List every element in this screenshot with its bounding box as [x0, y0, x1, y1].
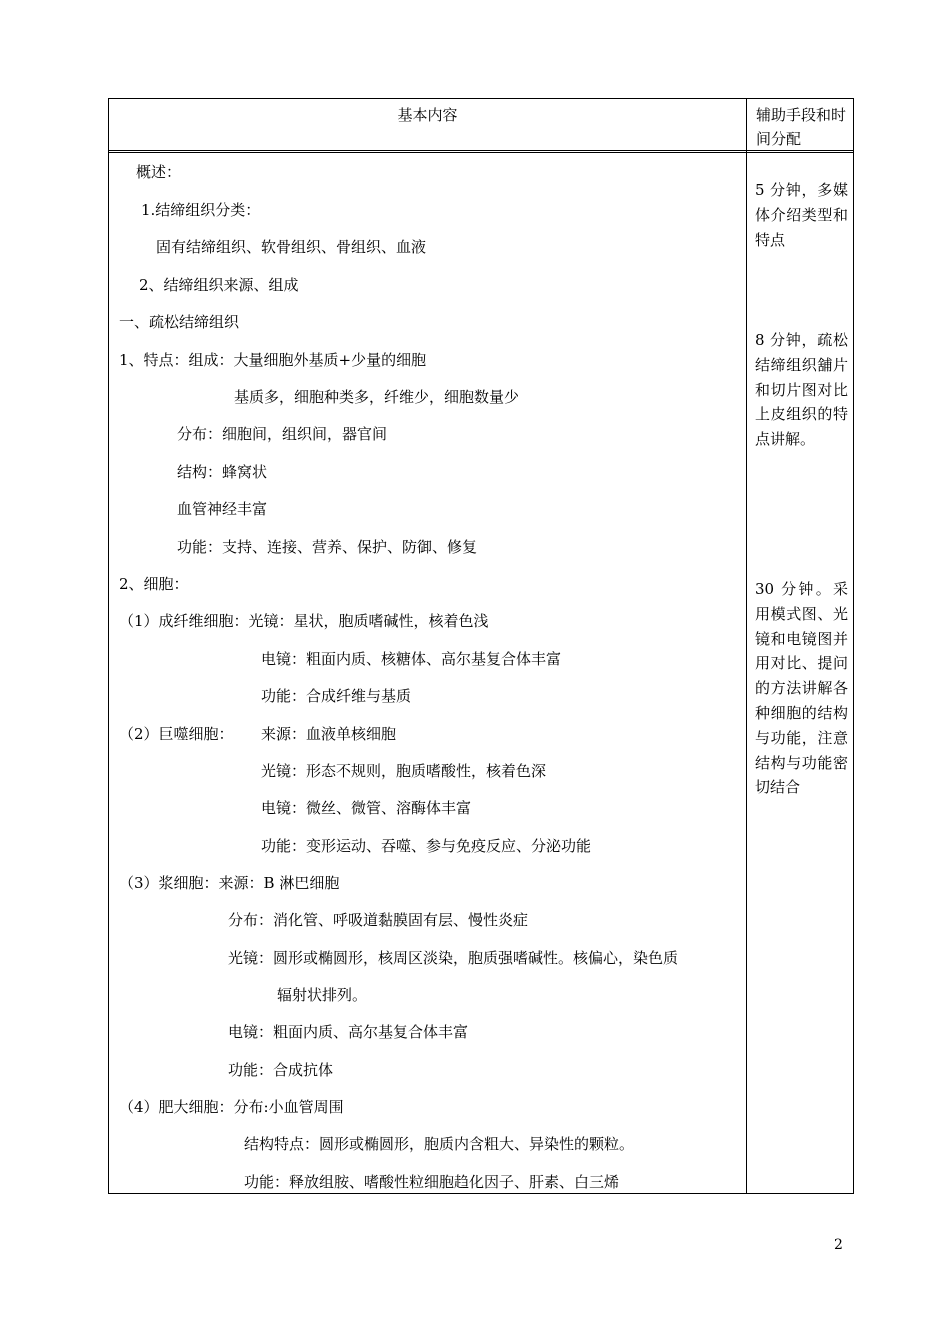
- lesson-table: [108, 98, 854, 1194]
- macrophage-em: 电镜：微丝、微管、溶酶体丰富: [261, 799, 472, 817]
- plasma-cell-lm: 光镜：圆形或椭圆形，核周区淡染，胞质强嗜碱性。核偏心，染色质: [228, 949, 679, 967]
- fibroblast-lm: （1）成纤维细胞：光镜：星状，胞质嗜碱性，核着色浅: [119, 612, 489, 630]
- macrophage-lm: 光镜：形态不规则，胞质嗜酸性，核着色深: [261, 762, 547, 780]
- section-loose-tissue: 一、疏松结缔组织: [119, 313, 240, 331]
- macrophage-origin: 来源：血液单核细胞: [261, 725, 397, 743]
- macrophage-heading: （2）巨噬细胞：: [119, 725, 234, 743]
- classification-heading: 1.结缔组织分类：: [141, 201, 261, 219]
- header-basic-content: 基本内容: [397, 106, 458, 124]
- features-vessels: 血管神经丰富: [177, 500, 268, 518]
- features-structure: 结构：蜂窝状: [177, 463, 268, 481]
- plasma-cell-lm-cont: 辐射状排列。: [277, 986, 368, 1004]
- plasma-cell-function: 功能：合成抗体: [228, 1061, 334, 1079]
- overview-heading: 概述：: [136, 163, 182, 181]
- features-matrix: 基质多，细胞种类多，纤维少，细胞数量少: [234, 388, 520, 406]
- cells-heading: 2、细胞：: [119, 575, 189, 593]
- features-distribution: 分布：细胞间，组织间，器官间: [177, 425, 388, 443]
- header-aids-and-time: 辅助手段和时间分配: [756, 106, 847, 148]
- fibroblast-function: 功能：合成纤维与基质: [261, 687, 412, 705]
- header-divider: [109, 150, 853, 151]
- plasma-cell-distribution: 分布：消化管、呼吸道黏膜固有层、慢性炎症: [228, 911, 529, 929]
- origin-heading: 2、结缔组织来源、组成: [139, 276, 299, 294]
- side-note-loose-tissue: 8 分钟，疏松结缔组织舖片和切片图对比上皮组织的特点讲解。: [755, 331, 848, 449]
- fibroblast-em: 电镜：粗面内质、核糖体、高尔基复合体丰富: [261, 650, 562, 668]
- header-divider-double: [109, 152, 853, 153]
- mast-cell-distribution: （4）肥大细胞：分布:小血管周围: [119, 1098, 344, 1116]
- classification-list: 固有结缔组织、软骨组织、骨组织、血液: [156, 238, 427, 256]
- mast-cell-function: 功能：释放组胺、嗜酸性粒细胞趋化因子、肝素、白三烯: [244, 1173, 620, 1191]
- mast-cell-structure: 结构特点：圆形或椭圆形，胞质内含粗大、异染性的颗粒。: [244, 1135, 635, 1153]
- features-function: 功能：支持、连接、营养、保护、防御、修复: [177, 538, 478, 556]
- side-note-cells: 30 分钟。采用模式图、光镜和电镜图并用对比、提问的方法讲解各种细胞的结构与功能，注意结构与功能密切结合: [755, 580, 848, 797]
- side-note-overview: 5 分钟，多媒体介绍类型和特点: [755, 181, 848, 249]
- plasma-cell-origin: （3）浆细胞：来源：B 淋巴细胞: [119, 874, 340, 892]
- column-divider: [746, 99, 747, 1193]
- features-composition: 1、特点：组成：大量细胞外基质+少量的细胞: [119, 351, 427, 369]
- plasma-cell-em: 电镜：粗面内质、高尔基复合体丰富: [228, 1023, 469, 1041]
- macrophage-function: 功能：变形运动、吞噬、参与免疫反应、分泌功能: [261, 837, 592, 855]
- page-number: 2: [834, 1237, 843, 1253]
